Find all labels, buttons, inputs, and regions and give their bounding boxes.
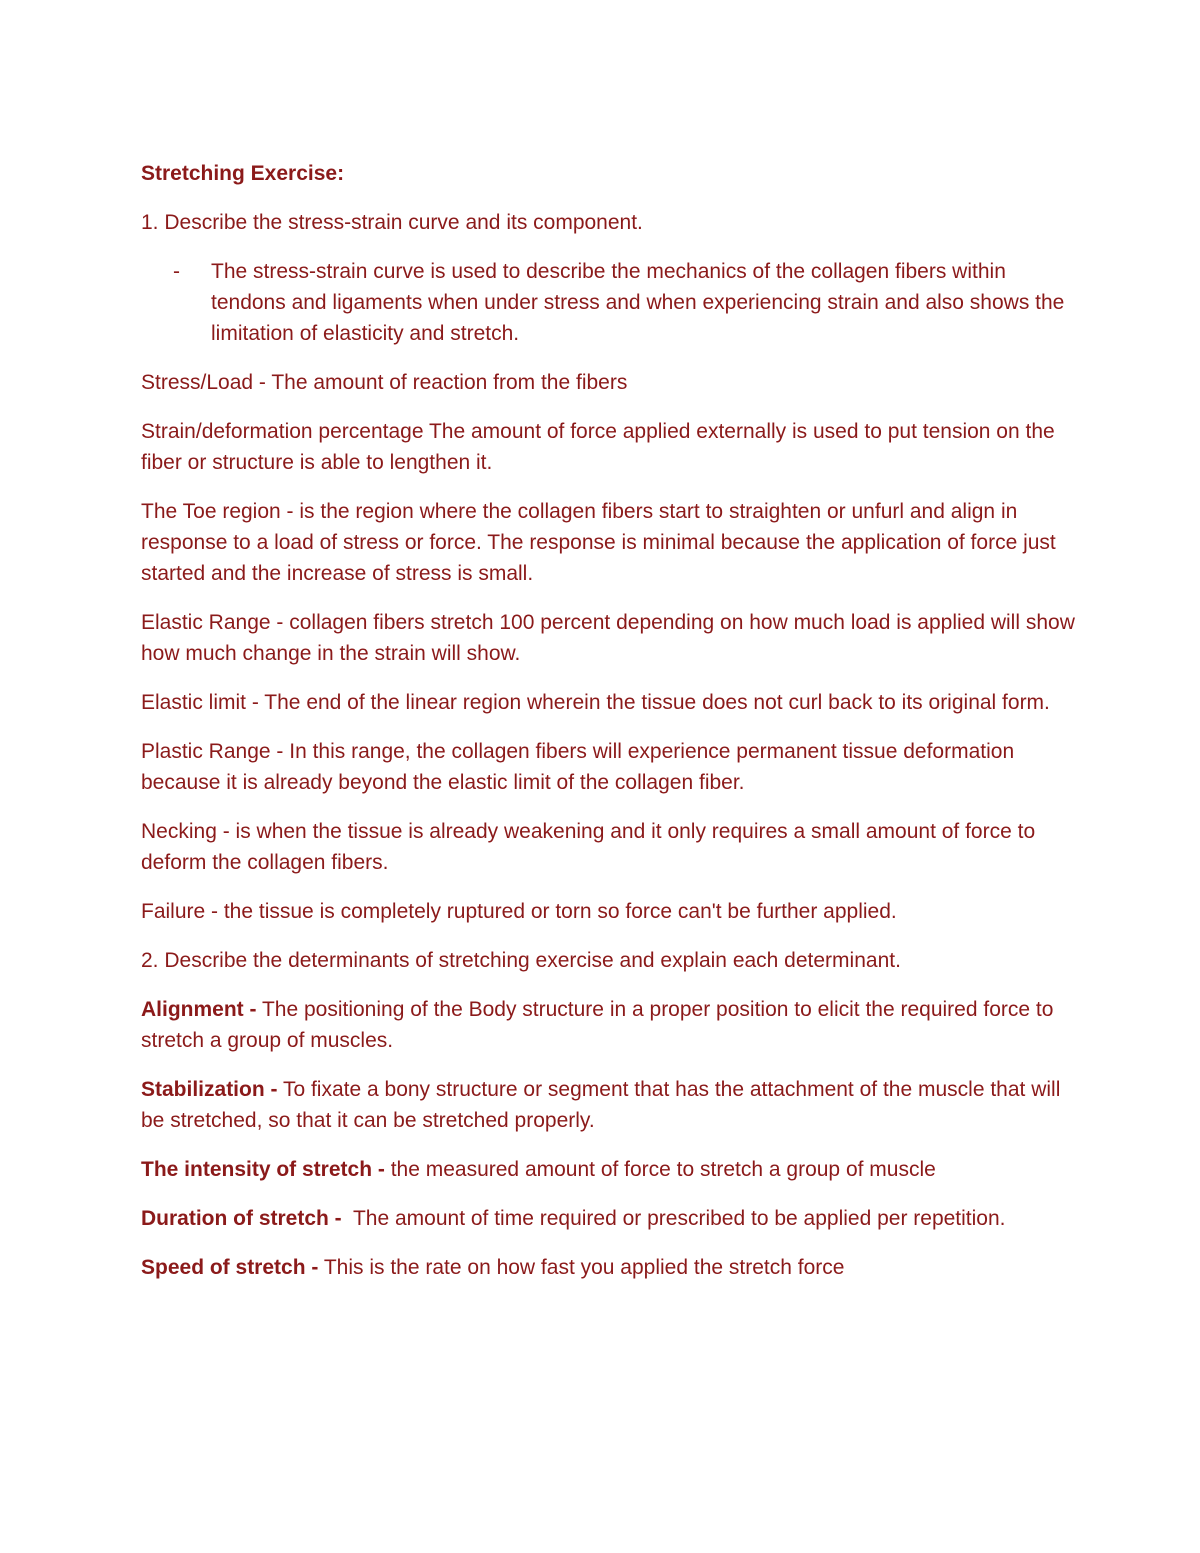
toe-region-paragraph: The Toe region - is the region where the collagen fibers start to straighten or unfurl and align in response to a load of stress or force. The response is minimal because the application of force just started and the increase of stress is small. (141, 500, 1056, 585)
necking-paragraph: Necking - is when the tissue is already weakening and it only requires a small amount of force to deform the collagen fibers. (141, 820, 1036, 874)
question-2: 2. Describe the determinants of stretching exercise and explain each determinant. (141, 949, 901, 972)
determinant-term: Duration of stretch - (141, 1207, 342, 1230)
determinant-text: the measured amount of force to stretch a group of muscle (384, 1158, 936, 1181)
elastic-range-paragraph: Elastic Range - collagen fibers stretch 100 percent depending on how much load is applied will show how much change in the strain will show. (141, 611, 1075, 665)
determinant-term: The intensity of stretch - (141, 1158, 385, 1181)
determinant-term: Speed of stretch - (141, 1256, 319, 1279)
plastic-range-paragraph: Plastic Range - In this range, the collagen fibers will experience permanent tissue deformation because it is already beyond the elastic limit of the collagen fiber. (141, 740, 1015, 794)
determinant-text: To fixate a bony structure or segment that has the attachment of the muscle that will be stretched, so that it can be stretched properly. (141, 1078, 1061, 1132)
determinant-text: The amount of time required or prescribed to be applied per repetition. (341, 1207, 1006, 1230)
determinant-stabilization (141, 1074, 1076, 1136)
bullet-text: The stress-strain curve is used to describe the mechanics of the collagen fibers within tendons and ligaments when under stress and when experiencing strain and also shows the limitation of elasticity and stretch. (211, 260, 1065, 345)
bullet-item (141, 256, 1076, 349)
failure-paragraph: Failure - the tissue is completely ruptured or torn so force can't be further applied. (141, 900, 897, 923)
determinant-text: This is the rate on how fast you applied the stretch force (318, 1256, 845, 1279)
question-1: 1. Describe the stress-strain curve and its component. (141, 211, 643, 234)
elastic-limit-paragraph: Elastic limit - The end of the linear region wherein the tissue does not curl back to its original form. (141, 691, 1050, 714)
strain-deformation-paragraph: Strain/deformation percentage The amount of force applied externally is used to put tension on the fiber or structure is able to lengthen it. (141, 420, 1055, 474)
determinant-duration (141, 1203, 1076, 1234)
document-page (141, 158, 1076, 1301)
determinant-intensity (141, 1154, 1076, 1185)
document-title: Stretching Exercise: (141, 162, 345, 185)
stress-load-paragraph: Stress/Load - The amount of reaction from the fibers (141, 371, 628, 394)
determinant-term: Stabilization - (141, 1078, 278, 1101)
determinant-text: The positioning of the Body structure in a proper position to elicit the required force to stretch a group of muscles. (141, 998, 1054, 1052)
bullet-dash: - (173, 260, 180, 283)
determinant-term: Alignment - (141, 998, 257, 1021)
determinant-speed (141, 1252, 1076, 1283)
determinant-alignment (141, 994, 1076, 1056)
